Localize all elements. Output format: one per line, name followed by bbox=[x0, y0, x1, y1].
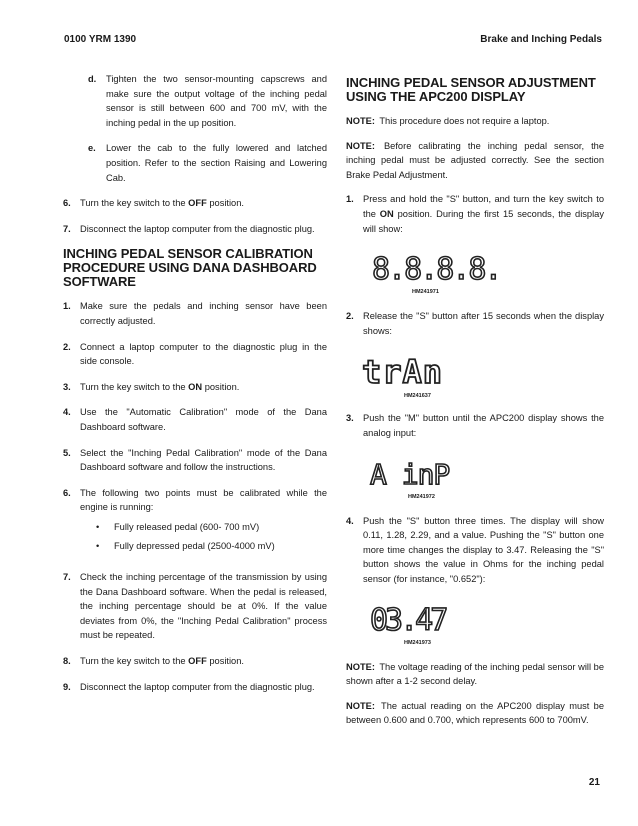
lcd-display-8888 bbox=[346, 245, 501, 289]
step-text: Tighten the two sensor-mounting capscrews and make sure the output voltage of the inching pedal sensor is still between 600 and 700 mV, with the inching pedal in the up position. bbox=[106, 74, 327, 128]
step-6 bbox=[63, 196, 327, 211]
step-number: d. bbox=[88, 74, 97, 84]
lcd-display-0347 bbox=[346, 596, 456, 640]
note-voltage-delay: NOTE: The voltage reading of the inching pedal sensor will be shown after a 1-2 second delay. bbox=[346, 661, 604, 687]
calibration-step-7: 7. Check the inching percentage of the transmission by using the Dana Dashboard software. When the pedal is released, the inching percentage should be at 0%. If the value deviates from 0%, the "Inching Pedal Calibration" process must be repeated. bbox=[63, 572, 327, 641]
lcd-display-ainp bbox=[346, 450, 456, 494]
display-figure-1 bbox=[346, 245, 604, 297]
svg-text:8.8.8.8.: 8.8.8.8. bbox=[372, 252, 501, 288]
display-figure-3 bbox=[346, 450, 604, 502]
page-number: 21 bbox=[588, 777, 600, 788]
step-text: Turn the key switch to the OFF position. bbox=[80, 198, 244, 209]
calibration-step-2: 2. Connect a laptop computer to the diagnostic plug in the side console. bbox=[63, 341, 327, 367]
step-number: 7. bbox=[63, 223, 71, 234]
bullet-item: • Fully released pedal (600- 700 mV) bbox=[96, 521, 260, 532]
step-7 bbox=[63, 222, 327, 237]
calibration-step-5: 5. Select the "Inching Pedal Calibration" mode of the Dana Dashboard software and follow the instructions. bbox=[63, 447, 327, 473]
display-figure-2 bbox=[346, 347, 604, 399]
step-text: Disconnect the laptop computer from the diagnostic plug. bbox=[80, 223, 315, 234]
figure-caption: HM241971 bbox=[412, 289, 439, 296]
lcd-display-tran bbox=[346, 347, 456, 391]
figure-caption: HM241637 bbox=[404, 393, 431, 400]
calibration-step-6: 6. The following two points must be calibrated while the engine is running: • Fully released pedal (600- 700 mV) • Fully depressed pedal (2500-4000 mV) bbox=[63, 486, 327, 559]
svg-text:trAn: trAn bbox=[362, 353, 444, 392]
note-before-calibrating: NOTE: Before calibrating the inching pedal sensor, the inching pedal must be adjusted correctly. See the section Brake Pedal Adjustment. bbox=[346, 140, 604, 180]
figure-caption: HM241972 bbox=[408, 493, 435, 500]
step-text: Lower the cab to the fully lowered and latched position. Refer to the section Raising and Lowering Cab. bbox=[106, 143, 327, 183]
calibration-step-4: 4. Use the "Automatic Calibration" mode of the Dana Dashboard software. bbox=[63, 407, 327, 432]
adjust-step-4: 4. Push the "S" button three times. The display will show 0.11, 1.28, 2.29, and a value. Pushing the "S" button one more time changes the display to 3.47. Releasing the "S" button shows the value in Ohms for the inching pedal sensor (for instance, "0.652"): bbox=[346, 515, 604, 584]
adjust-step-1: 1. Press and hold the "S" button, and turn the key switch to the ON position. During the first 15 seconds, the display will show: bbox=[346, 194, 604, 234]
svg-text:03.47: 03.47 bbox=[370, 602, 446, 638]
calibration-step-9: 9. Disconnect the laptop computer from the diagnostic plug. bbox=[63, 681, 315, 692]
header-doc-number: 0100 YRM 1390 bbox=[64, 34, 137, 45]
section-heading-adjustment: INCHING PEDAL SENSOR ADJUSTMENT USING THE APC200 DISPLAY bbox=[346, 75, 596, 104]
adjust-step-3: 3. Push the "M" button until the APC200 display shows the analog input: bbox=[346, 413, 604, 438]
section-heading-calibration: INCHING PEDAL SENSOR CALIBRATION PROCEDURE USING DANA DASHBOARD SOFTWARE bbox=[63, 246, 317, 290]
right-column bbox=[346, 72, 604, 738]
step-number: e. bbox=[88, 143, 96, 154]
display-figure-4 bbox=[346, 596, 604, 648]
svg-text:A inP: A inP bbox=[370, 457, 450, 491]
step-number: 6. bbox=[63, 198, 71, 209]
sub-step-e bbox=[88, 141, 327, 185]
figure-caption: HM241973 bbox=[404, 639, 431, 646]
calibration-step-3: 3. Turn the key switch to the ON position. bbox=[63, 381, 240, 392]
header-section-title: Brake and Inching Pedals bbox=[480, 34, 602, 45]
left-column bbox=[63, 72, 327, 705]
bullet-item: • Fully depressed pedal (2500-4000 mV) bbox=[96, 541, 275, 552]
calibration-step-1: 1. Make sure the pedals and inching sensor have been correctly adjusted. bbox=[63, 301, 327, 326]
calibration-step-8: 8. Turn the key switch to the OFF position. bbox=[63, 656, 244, 667]
adjust-step-2: 2. Release the "S" button after 15 seconds when the display shows: bbox=[346, 311, 604, 336]
note-actual-reading: NOTE: The actual reading on the APC200 display must be between 0.600 and 0.700, which represents 600 to 700mV. bbox=[346, 700, 604, 726]
note-laptop: NOTE: This procedure does not require a laptop. bbox=[346, 116, 550, 126]
sub-step-d bbox=[88, 72, 327, 130]
